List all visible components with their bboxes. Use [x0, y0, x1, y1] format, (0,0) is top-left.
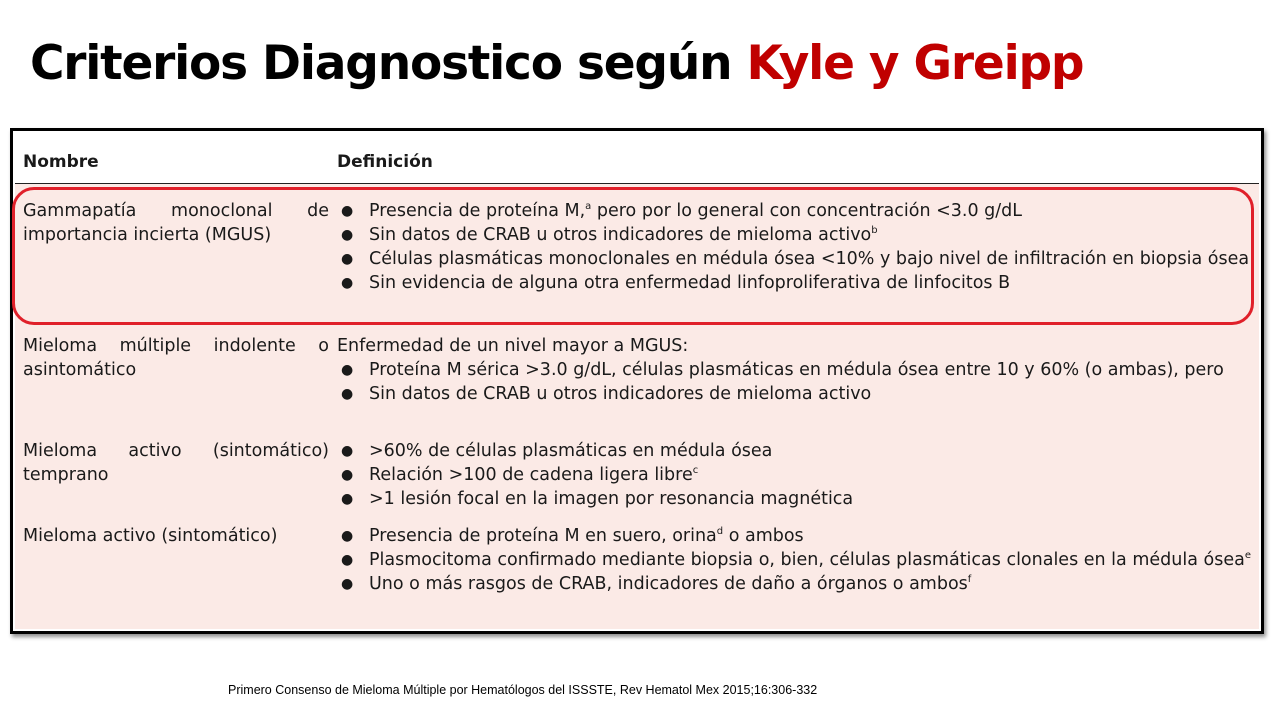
row-definition	[337, 524, 1253, 596]
table-header-row	[15, 133, 1259, 184]
slide-title	[30, 30, 1083, 98]
definition-item	[337, 358, 1253, 382]
bullet-icon: ●	[341, 362, 354, 378]
definition-item	[337, 271, 1253, 295]
bullet-icon: ●	[341, 443, 354, 459]
bullet-icon: ●	[341, 467, 354, 483]
definition-item	[337, 247, 1253, 271]
footnote-marker: f	[967, 574, 972, 585]
definition-item	[337, 463, 1253, 487]
header-name: Nombre	[23, 152, 99, 172]
title-highlight: Kyle y Greipp	[746, 36, 1084, 91]
item-text: >1 lesión focal en la imagen por resonancia magnética	[369, 489, 854, 509]
row-name: Mieloma múltiple indolente o asintomático	[23, 336, 329, 380]
bullet-icon: ●	[341, 203, 354, 219]
item-text-tail: pero por lo general con concentración <3.0 g/dL	[591, 201, 1023, 221]
item-text: Células plasmáticas monoclonales en médula ósea <10% y bajo nivel de infiltración en biopsia ósea	[369, 249, 1250, 269]
bullet-icon: ●	[341, 576, 354, 592]
bullet-icon: ●	[341, 227, 354, 243]
footnote-marker: c	[692, 465, 699, 476]
item-text: >60% de células plasmáticas en médula ósea	[369, 441, 773, 461]
row-name: Mieloma activo (sintomático)	[23, 526, 278, 546]
item-text: Proteína M sérica >3.0 g/dL, células plasmáticas en médula ósea entre 10 y 60% (o ambas), pero	[369, 360, 1224, 380]
bullet-icon: ●	[341, 528, 354, 544]
row-definition	[337, 334, 1253, 406]
item-text: Sin datos de CRAB u otros indicadores de mieloma activo	[369, 225, 872, 245]
row-definition	[337, 199, 1253, 295]
item-text: Presencia de proteína M en suero, orina	[369, 526, 717, 546]
item-text: Plasmocitoma confirmado mediante biopsia o, bien, células plasmáticas clonales en la médula ósea	[369, 550, 1245, 570]
item-text: Relación >100 de cadena ligera libre	[369, 465, 693, 485]
header-definition: Definición	[337, 152, 433, 172]
item-text: Sin evidencia de alguna otra enfermedad linfoproliferativa de linfocitos B	[369, 273, 1011, 293]
citation: Primero Consenso de Mieloma Múltiple por Hematólogos del ISSSTE, Rev Hematol Mex 2015;16:306-332	[228, 683, 818, 697]
row-definition	[337, 439, 1253, 511]
definition-item	[337, 548, 1253, 572]
criteria-table-body	[15, 133, 1259, 629]
item-text: Uno o más rasgos de CRAB, indicadores de daño a órganos o ambos	[369, 574, 968, 594]
row-name: Mieloma activo (sintomático) temprano	[23, 441, 329, 485]
item-text: Sin datos de CRAB u otros indicadores de mieloma activo	[369, 384, 872, 404]
definition-item	[337, 439, 1253, 463]
definition-item	[337, 199, 1253, 223]
bullet-icon: ●	[341, 386, 354, 402]
bullet-icon: ●	[341, 275, 354, 291]
row-name: Gammapatía monoclonal de importancia incierta (MGUS)	[23, 201, 329, 245]
footnote-marker: e	[1244, 550, 1251, 561]
footnote-marker: a	[585, 201, 592, 212]
footnote-marker: b	[871, 225, 878, 236]
title-main: Criterios Diagnostico según	[30, 36, 747, 91]
bullet-icon: ●	[341, 251, 354, 267]
item-text: Presencia de proteína M,	[369, 201, 586, 221]
item-text-tail: o ambos	[723, 526, 804, 546]
definition-item	[337, 223, 1253, 247]
definition-item	[337, 382, 1253, 406]
definition-item	[337, 487, 1253, 511]
criteria-table	[10, 128, 1264, 634]
bullet-icon: ●	[341, 491, 354, 507]
definition-item	[337, 572, 1253, 596]
definition-item	[337, 524, 1253, 548]
footnote-marker: d	[716, 526, 724, 537]
bullet-icon: ●	[341, 552, 354, 568]
row-intro: Enfermedad de un nivel mayor a MGUS:	[337, 336, 689, 356]
